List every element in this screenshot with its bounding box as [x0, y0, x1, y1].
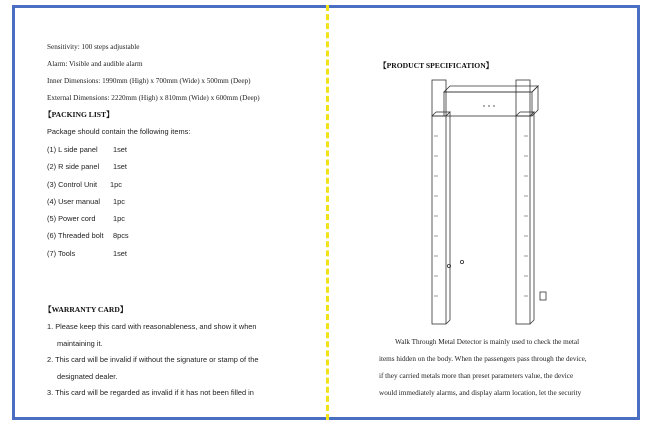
- packing-item-name: (6) Threaded bolt: [47, 231, 104, 240]
- packing-item: [47, 197, 125, 206]
- packing-item-name: (7) Tools: [47, 249, 76, 258]
- product-specification-heading: 【PRODUCT SPECIFICATION】: [379, 61, 494, 70]
- packing-item: [47, 249, 127, 258]
- description-line: Walk Through Metal Detector is mainly used to check the metal: [395, 338, 580, 346]
- spec-inner-dimensions: Inner Dimensions: 1990mm (High) x 700mm (Wide) x 500mm (Deep): [47, 77, 251, 85]
- warranty-line: maintaining it.: [57, 339, 103, 348]
- warranty-card-heading: 【WARRANTY CARD】: [44, 305, 128, 314]
- warranty-line: designated dealer.: [57, 372, 118, 381]
- packing-item: [47, 145, 127, 154]
- packing-item-qty: 1set: [113, 162, 127, 171]
- packing-list-heading: 【PACKING LIST】: [44, 110, 114, 119]
- packing-item-qty: 1set: [113, 249, 127, 258]
- spec-sensitivity: Sensitivity: 100 steps adjustable: [47, 43, 140, 51]
- description-line: items hidden on the body. When the passengers pass through the device,: [379, 355, 587, 363]
- packing-item-qty: 1pc: [110, 180, 122, 189]
- packing-list-intro: Package should contain the following items:: [47, 127, 191, 136]
- warranty-line: 2. This card will be invalid if without the signature or stamp of the: [47, 355, 259, 364]
- packing-item-qty: 8pcs: [113, 231, 129, 240]
- packing-item-name: (2) R side panel: [47, 162, 100, 171]
- page-divider: [326, 5, 329, 420]
- warranty-line: 1. Please keep this card with reasonableness, and show it when: [47, 322, 257, 331]
- description-line: if they carried metals more than preset parameters value, the device: [379, 372, 574, 380]
- packing-item-qty: 1pc: [113, 214, 125, 223]
- packing-item: [47, 231, 129, 240]
- metal-detector-illustration: [428, 76, 548, 326]
- packing-item: [47, 214, 125, 223]
- spec-alarm: Alarm: Visible and audible alarm: [47, 60, 143, 68]
- spec-external-dimensions: External Dimensions: 2220mm (High) x 810mm (Wide) x 600mm (Deep): [47, 94, 260, 102]
- packing-item-name: (4) User manual: [47, 197, 100, 206]
- packing-item-name: (1) L side panel: [47, 145, 98, 154]
- packing-item-name: (3) Control Unit: [47, 180, 98, 189]
- warranty-line: 3. This card will be regarded as invalid if it has not been filled in: [47, 388, 254, 397]
- packing-item: [47, 162, 127, 171]
- packing-item: [47, 180, 122, 189]
- packing-item-qty: 1set: [113, 145, 127, 154]
- description-line: would immediately alarms, and display alarm location, let the security: [379, 389, 582, 397]
- packing-item-name: (5) Power cord: [47, 214, 96, 223]
- packing-item-qty: 1pc: [113, 197, 125, 206]
